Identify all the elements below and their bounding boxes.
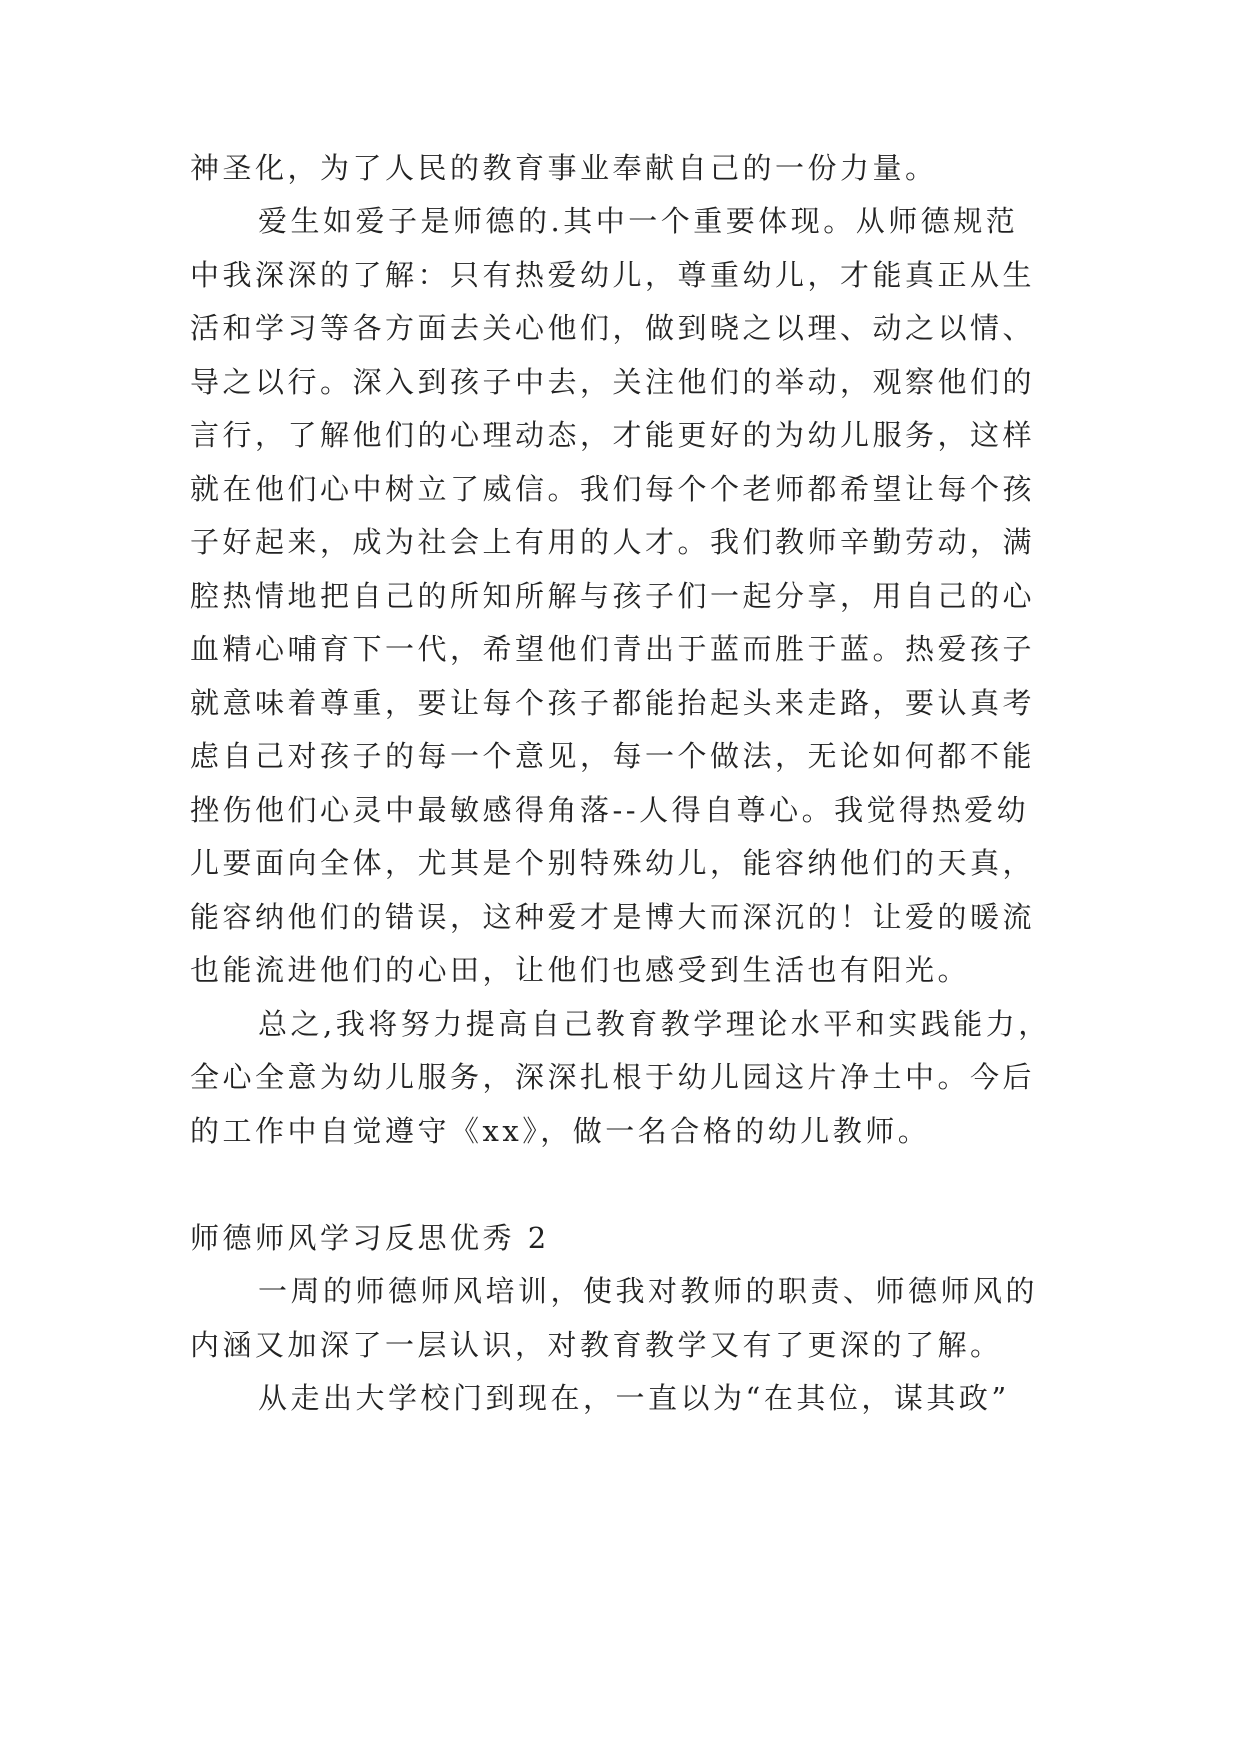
paragraph-first-line: 爱生如爱子是师德的.其中一个重要体现。从师德规范 xyxy=(258,204,1019,238)
text-line: 内涵又加深了一层认识，对教育教学又有了更深的了解。 xyxy=(190,1328,1003,1362)
text-line: 活和学习等各方面去关心他们，做到晓之以理、动之以情、 xyxy=(190,311,1036,345)
text-line: 挫伤他们心灵中最敏感得角落--人得自尊心。我觉得热爱幼 xyxy=(190,793,1030,827)
text-line: 中我深深的了解：只有热爱幼儿，尊重幼儿，才能真正从生 xyxy=(190,258,1036,292)
text-line: 也能流进他们的心田，让他们也感受到生活也有阳光。 xyxy=(190,953,971,987)
text-line: 的工作中自觉遵守《xx》，做一名合格的幼儿教师。 xyxy=(190,1114,931,1148)
section-heading: 师德师风学习反思优秀 2 xyxy=(190,1221,550,1255)
text-line: 就意味着尊重，要让每个孩子都能抬起头来走路，要认真考 xyxy=(190,686,1036,720)
text-line: 全心全意为幼儿服务，深深扎根于幼儿园这片净土中。今后 xyxy=(190,1060,1036,1094)
paragraph-first-line: 总之,我将努力提高自己教育教学理论水平和实践能力， xyxy=(258,1007,1051,1041)
paragraph-first-line: 从走出大学校门到现在，一直以为“在其位，谋其政” xyxy=(258,1381,1010,1415)
text-line: 子好起来，成为社会上有用的人才。我们教师辛勤劳动，满 xyxy=(190,525,1036,559)
text-line: 虑自己对孩子的每一个意见，每一个做法，无论如何都不能 xyxy=(190,739,1036,773)
paragraph-first-line: 一周的师德师风培训，使我对教师的职责、师德师风的 xyxy=(258,1274,1039,1308)
text-line: 就在他们心中树立了威信。我们每个个老师都希望让每个孩 xyxy=(190,472,1036,506)
text-line: 儿要面向全体，尤其是个别特殊幼儿，能容纳他们的天真， xyxy=(190,846,1036,880)
text-line: 神圣化，为了人民的教育事业奉献自己的一份力量。 xyxy=(190,151,938,185)
text-line: 言行，了解他们的心理动态，才能更好的为幼儿服务，这样 xyxy=(190,418,1036,452)
text-line: 腔热情地把自己的所知所解与孩子们一起分享，用自己的心 xyxy=(190,579,1036,613)
text-line: 导之以行。深入到孩子中去，关注他们的举动，观察他们的 xyxy=(190,365,1036,399)
text-line: 血精心哺育下一代，希望他们青出于蓝而胜于蓝。热爱孩子 xyxy=(190,632,1036,666)
text-line: 能容纳他们的错误，这种爱才是博大而深沉的！让爱的暖流 xyxy=(190,900,1036,934)
